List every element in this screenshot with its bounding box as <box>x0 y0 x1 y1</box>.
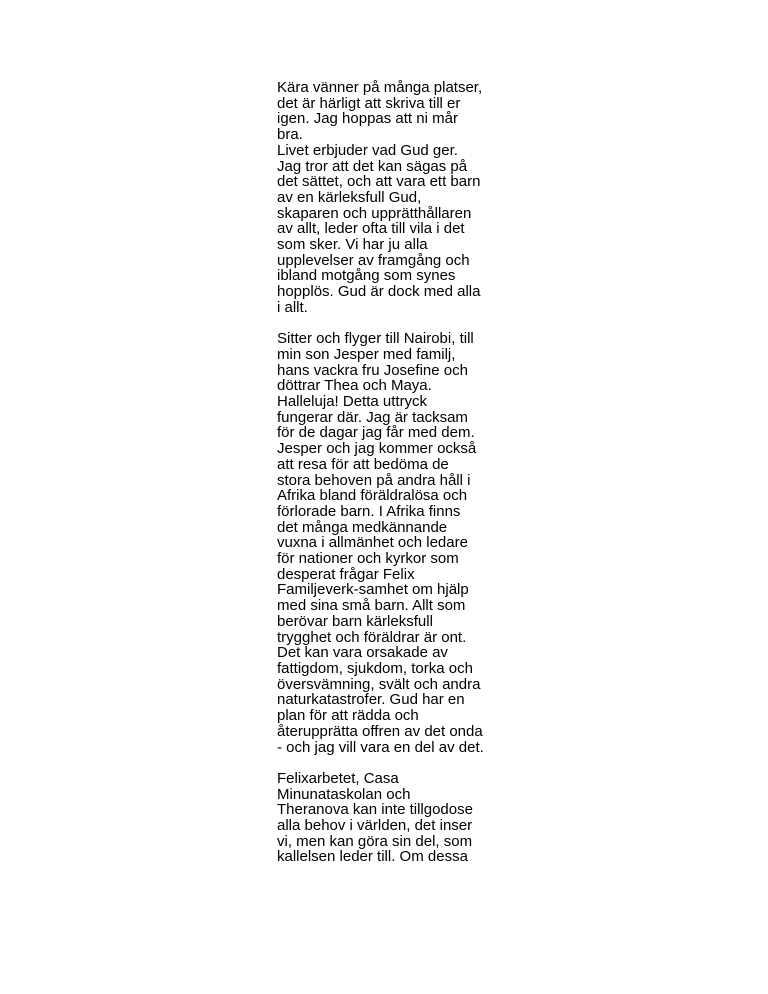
text-line: Jesper och jag kommer också <box>277 440 477 458</box>
text-line: naturkatastrofer. Gud har en <box>277 691 465 709</box>
text-line: fattigdom, sjukdom, torka och <box>277 660 473 677</box>
text-line: Jag tror att det kan sägas på <box>277 157 468 175</box>
text-line: av allt, leder ofta till vila i det <box>277 220 465 238</box>
text-line: ibland motgång som synes <box>277 267 456 285</box>
text-line: översvämning, svält och andra <box>277 675 481 693</box>
text-line: hopplös. Gud är dock med alla <box>277 283 481 301</box>
text-line: bra. <box>277 126 303 144</box>
text-line: trygghet och föräldrar är ont. <box>277 628 467 646</box>
paragraph-3 <box>277 771 507 865</box>
text-line: Felixarbetet, Casa <box>277 769 399 787</box>
text-line: hans vackra fru Josefine och <box>277 361 468 379</box>
text-line: återupprätta offren av det onda <box>277 722 483 740</box>
text-line: Halleluja! Detta uttryck <box>277 393 428 411</box>
text-line: med sina små barn. Allt som <box>277 597 466 615</box>
text-line: igen. Jag hoppas att ni mår <box>277 110 458 128</box>
text-line: berövar barn kärleksfull <box>277 612 433 630</box>
text-line: vi, men kan göra sin del, som <box>277 832 473 850</box>
paragraph-2 <box>277 331 507 755</box>
text-line: det många medkännande <box>277 518 448 536</box>
letter-text-column <box>277 80 507 881</box>
text-line: för nationer och kyrkor som <box>277 550 459 568</box>
text-line: Det kan vara orsakade av <box>277 644 448 662</box>
text-line: fungerar där. Jag är tacksam <box>277 408 468 426</box>
text-line: för de dagar jag får med dem. <box>277 424 475 442</box>
text-line: som sker. Vi har ju alla <box>277 236 428 254</box>
text-line: upplevelser av framgång och <box>277 251 470 269</box>
text-line: döttrar Thea och Maya. <box>277 377 432 395</box>
text-line: stora behoven på andra håll i <box>277 471 471 489</box>
text-line: Minunataskolan och <box>277 785 411 803</box>
text-line: Livet erbjuder vad Gud ger. <box>277 141 458 159</box>
text-line: alla behov i världen, det inser <box>277 817 473 835</box>
text-line: i allt. <box>277 298 308 316</box>
text-line: min son Jesper med familj, <box>277 345 456 363</box>
text-line: att resa för att bedöma de <box>277 455 449 473</box>
text-line: desperat frågar Felix <box>277 565 415 583</box>
text-line: - och jag vill vara en del av det. <box>277 738 484 756</box>
text-line: Kära vänner på många platser, <box>277 79 483 96</box>
paragraph-1 <box>277 80 507 316</box>
text-line: plan för att rädda och <box>277 707 419 725</box>
text-line: det är härligt att skriva till er <box>277 94 461 112</box>
text-line: kallelsen leder till. Om dessa <box>277 848 468 866</box>
text-line: förlorade barn. I Afrika finns <box>277 502 461 520</box>
text-line: vuxna i allmänhet och ledare <box>277 534 468 552</box>
text-line: av en kärleksfull Gud, <box>277 188 422 206</box>
text-line: Familjeverk-samhet om hjälp <box>277 581 469 599</box>
text-line: Sitter och flyger till Nairobi, till <box>277 330 474 348</box>
text-line: Theranova kan inte tillgodose <box>277 801 473 819</box>
text-line: Afrika bland föräldralösa och <box>277 487 468 505</box>
text-line: det sättet, och att vara ett barn <box>277 173 481 191</box>
text-line: skaparen och upprätthållaren <box>277 204 472 222</box>
